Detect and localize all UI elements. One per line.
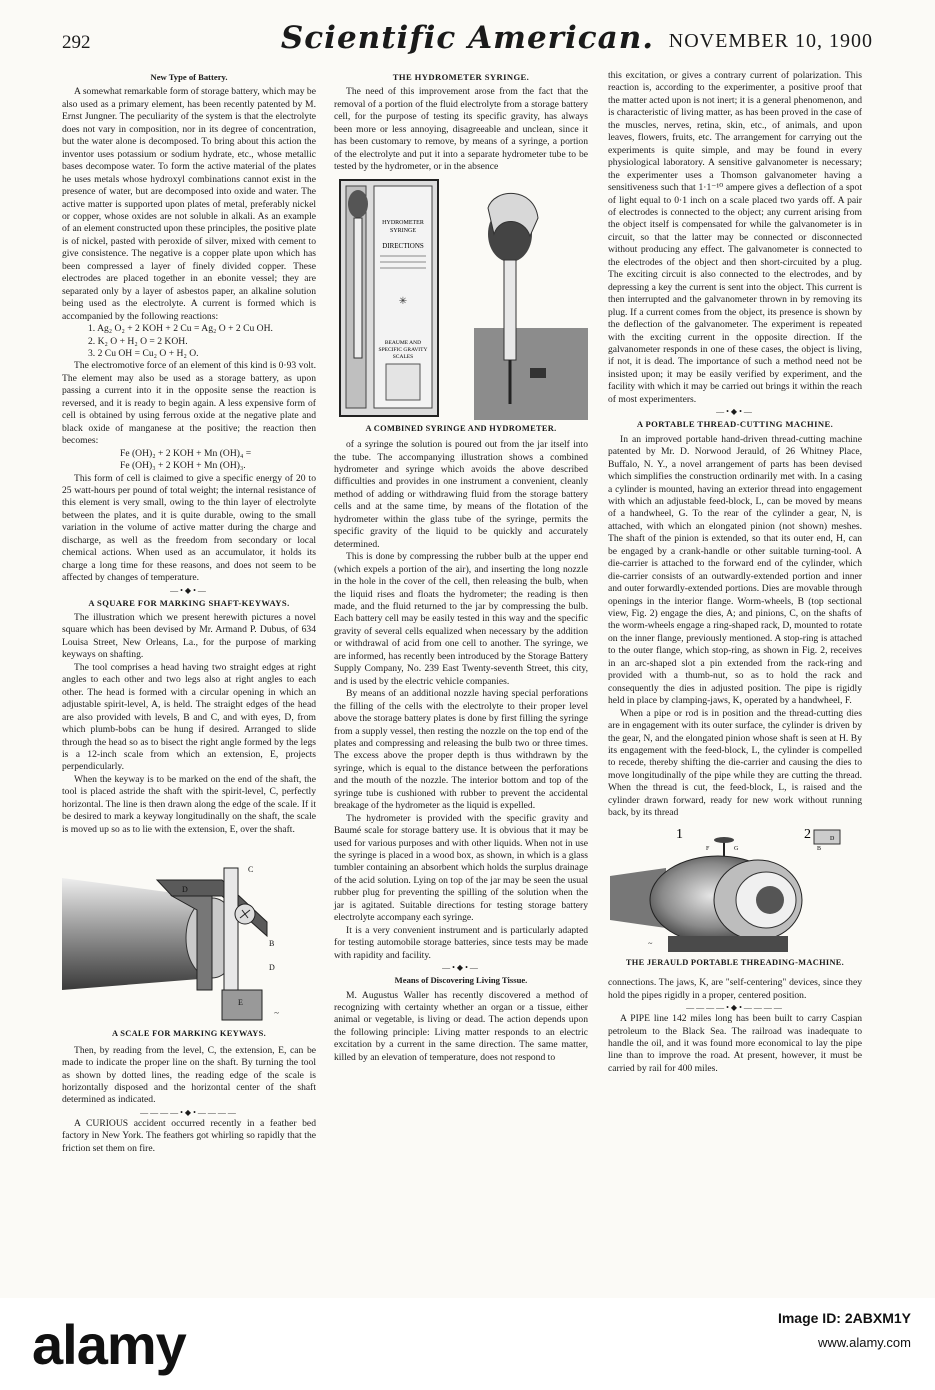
- masthead: Scientific American.: [280, 20, 655, 56]
- paragraph: When the keyway is to be marked on the end of the shaft, the tool is placed astride the shaft with the spirit-level, C, perfectly horizontal. The line is then drawn along the edge of the scale. If it be desired to mark a keyway longitudinally on the shaft, the scale is moved up so as to lie with the extension, E, over the shaft.: [62, 773, 316, 835]
- stock-info: [778, 1306, 911, 1355]
- box-label: SYRINGE: [389, 227, 417, 234]
- article-heading: A PORTABLE THREAD-CUTTING MACHINE.: [636, 419, 834, 430]
- paragraph: of a syringe the solution is poured out from the jar itself into the tube. The accompanying illustration shows a combined hydrometer and syringe which avoids the above described difficulties and provides in one instrument a convenient, cleanly method of adding or withdrawing fluid from the storage battery cells and at the same time, by means of the flotation of the hydrometer within the glass tube of the syringe, permits the specific gravity of the liquid to be quickly and accurately determined.: [334, 439, 588, 550]
- svg-text:~: ~: [648, 938, 653, 948]
- box-label: HYDROMETER: [382, 219, 424, 226]
- paragraph: When a pipe or rod is in position and the thread-cutting dies are in engagement with its outer surface, the cylinder is driven by the gear, N, and the elongated pinion whose shaft is seen at H. By its engagement with the feed-block, L, the cylinder is compelled to recede, thereby shifting the die-carrier and causing the dies to move longitudinally of the pipe while they are cutting the thread. When the thread is cut, the feed-block, L, is raised and the cylinder drawn forward, ready for new work without running back, by its thread: [608, 707, 862, 819]
- paragraph: Then, by reading from the level, C, the extension, E, can be made to indicate the proper line on the shaft. By turning the tool as shown by dotted lines, the reading edge of the scale is horizontally disposed and the horizontal center of the shaft determined as indicated.: [62, 1044, 316, 1106]
- section-ornament: ————•◆•————: [686, 1003, 784, 1013]
- paragraph: The need of this improvement arose from the fact that the removal of a portion of the fluid electrolyte from a storage battery cell, for the purpose of testing its specific gravity, has always been more or less annoying, disagreeable and unclean, since it has been customary to remove, by means of a syringe, a portion of the electrolyte and put it into a separate hydrometer tube to be tested by the hydrometer, or in the absence: [334, 86, 588, 173]
- paragraph: connections. The jaws, K, are "self-centering" devices, since they hold the pipes rigidly in a proper, centered position.: [608, 977, 862, 1001]
- reaction-line: 3. 2 Cu OH = Cu₂ O + H₂ O.: [88, 347, 199, 359]
- article-heading: New Type of Battery.: [150, 72, 228, 82]
- keyway-scale-illustration: [62, 840, 316, 1025]
- section-ornament: —•◆•—: [442, 963, 480, 973]
- paragraph: A PIPE line 142 miles long has been built to carry Caspian petroleum to the Black Sea. The railroad was inadequate to handle the oil, and it was found more economical to lay the pipe line than to improve the road. At present, however, it must be carried by rail for 400 miles.: [608, 1013, 862, 1074]
- svg-text:B: B: [269, 939, 275, 949]
- threading-machine-drawing: [608, 824, 862, 954]
- svg-text:D: D: [830, 835, 835, 842]
- paragraph: The hydrometer is provided with the specific gravity and Baumé scale for storage battery use. It is obvious that it may be used for various purposes and with other liquids. When not in use the syringe is placed in a wood box, as shown, in which is a glass tumbler containing an absorbent which holds the surplus drainage of the acid solution. Lying on top of the jar may be seen the usual rubber plug for preventing the spilling of the solution when the jar is agitated. Suitable directions for testing storage battery electrolyte accompany each syringe.: [334, 812, 588, 924]
- paragraph: The illustration which we present herewith pictures a novel square which has been devised by Mr. Armand P. Dubus, of 634 Louisa Street, New Orleans, La., for the purpose of marking keyways on shafting.: [62, 612, 316, 661]
- paragraph: A CURIOUS accident occurred recently in a feather bed factory in New York. The feathers got whirling so rapidly that the friction set them on fire.: [62, 1117, 316, 1154]
- column-1: [62, 70, 316, 1155]
- figure-caption: THE JERAULD PORTABLE THREADING-MACHINE.: [625, 957, 845, 967]
- box-label: SPECIFIC GRAVITY: [378, 346, 428, 353]
- figure-number: 2: [804, 826, 811, 842]
- stock-url: www.alamy.com: [818, 1335, 911, 1350]
- paragraph: this excitation, or gives a contrary current of polarization. This reaction is, according to the experimenter, a positive proof that the matter acted upon is not inert; it is a general phenomenon, and is characteristic of living matter, as has been proved in the case of the muscles, nerves, retina, skin, etc., of animals, and upon leaves, flowers, fruits, etc. The arrangement for carrying out the experiments is quite simple, and may be found in every physiological laboratory. A sensitive galvanometer is necessary; the experimenter uses a Thomson galvanometer having a sensitiveness such that 1·1⁻¹⁰ ampere gives a deflection of a spot of light equal to 0·1 inch on a scale placed two yards off. A pair of electrodes is connected to the object; any current arising from the object itself is compensated for while the galvanometer is in circuit, so that the latter may be connected or disconnected without producing any effect. The galvanometer is connected to the electrodes of the object and then short-circuited by a plug. The exciting circuit is also connected to the electrodes, and by depressing a key the current is sent into the object. This current is then interrupted and the galvanometer thrown in by removing its plug. If a current comes from the object, its presence is shown by the deflection of the galvanometer. The experiment is repeated with the exciting current in the opposite direction. If the galvanometer responds in one of these cases, the object is living, if not, it is dead. The importance of such a method need not be insisted upon; it may be easily verified by experiment, and the facility with which it may be carried out brings it within the reach of most experimenters.: [608, 70, 862, 405]
- reaction-line: 2. K₂ O + H₂ O = 2 KOH.: [88, 335, 188, 347]
- reaction-line: 1. Ag₂ O₂ + 2 KOH + 2 Cu = Ag₂ O + 2 Cu OH.: [88, 323, 273, 335]
- box-label: DIRECTIONS: [382, 241, 424, 250]
- stock-footer: [0, 1298, 935, 1390]
- syringe-hydrometer-drawing: [334, 178, 588, 420]
- svg-text:E: E: [238, 998, 243, 1008]
- page-number: 292: [62, 32, 91, 53]
- paragraph: This form of cell is claimed to give a specific energy of 20 to 25 watt-hours per pound of total weight; the internal resistance of this element is very small, owing to the thin layer of electrolyte between the plates, and it is quite durable, owing to the small variation in the volume of active matter during the charge and discharge, as well as the freedom from secondary or local chemical actions. When used as an accumulator, it holds its charge a long time for these reasons, and does not seem to be affected by changes of temperature.: [62, 472, 316, 584]
- svg-text:F: F: [706, 845, 710, 852]
- figure-caption: A SCALE FOR MARKING KEYWAYS.: [112, 1029, 266, 1039]
- paragraph: A somewhat remarkable form of storage battery, which may be also used as a primary element, has been recently patented by M. Ernst Jungner. The peculiarity of the system is that the electrolyte does not vary in composition, nor in its degree of concentration, but the water alone is decomposed. To bring about this action the inventor uses potassium or sodium hydrate, etc., whose metallic bases decompose water. To form the active material of the plates he uses metals whose hydroxyl combinations cannot exist in the presence of water, but are decomposed into oxide and water. The active matter is supported upon plates of metal, preferably nickel or copper, whose oxides are not soluble in alkali. As an example of an element constructed upon these principles, the positive plate is of nickel, pasted with peroxide of silver, mixed with cement to give consistence. The negative is a copper plate upon which has been compressed a layer of finely divided copper. These electrodes are placed together in an ebonite vessel; they are separated only by a layer of asbestos paper, an alkaline solution being used as the electrolyte. A current is formed which is accompanied by the following reactions:: [62, 86, 316, 322]
- paragraph: The electromotive force of an element of this kind is 0·93 volt. The element may also be used as a storage battery, as upon passing a current into it in the opposite sense the reaction is reversed, and it is ready to begin again. A less expensive form of cell is obtained by using ferrous oxide at the negative plate and black oxide of manganese at the positive; the reaction then becomes:: [62, 360, 316, 447]
- box-label: SCALES: [392, 353, 414, 360]
- svg-text:D: D: [269, 963, 275, 973]
- syringe-illustration: [334, 178, 588, 420]
- svg-text:G: G: [734, 845, 739, 852]
- formula-line: Fe (OH)₂ + 2 KOH + Mn (OH)₄ =: [120, 447, 252, 459]
- paragraph: This is done by compressing the rubber bulb at the upper end (which expels a portion of the air), and inserting the long nozzle in the hole in the cover of the cell, then releasing the bulb, when the liquid rises and floats the hydrometer; the reading is then made, and the fluid returned to the jar by compressing the bulb. Each battery cell may be easily tested in this way and the specific gravity of several cells equalized when necessary by the addition or withdrawal of acid from one cell to another. The syringe, we are informed, has recently been introduced by the Storage Battery Supply Company, No. 239 East Twenty-seventh Street, this city, and is used by the electric vehicle companies.: [334, 551, 588, 687]
- section-ornament: —•◆•—: [716, 407, 754, 417]
- box-label: BEAUME AND: [384, 339, 422, 346]
- page-header: [62, 18, 873, 62]
- stock-brand: alamy: [32, 1313, 186, 1376]
- issue-date: NOVEMBER 10, 1900: [668, 30, 873, 52]
- article-heading: THE HYDROMETER SYRINGE.: [392, 72, 530, 82]
- figure-caption: A COMBINED SYRINGE AND HYDROMETER.: [365, 423, 557, 433]
- svg-text:B: B: [817, 845, 822, 852]
- section-ornament: —•◆•—: [170, 585, 208, 595]
- svg-text:✳: ✳: [398, 295, 408, 307]
- paragraph: It is a very convenient instrument and is particularly adapted for testing automobile storage batteries, since tests may be made with rapidity and facility.: [334, 924, 588, 961]
- article-heading: Means of Discovering Living Tissue.: [394, 975, 528, 986]
- figure-number: 1: [676, 826, 683, 842]
- paragraph: By means of an additional nozzle having special perforations the filling of the cells with the electrolyte to their proper level above the storage battery plates is done by first filling the syringe from a supply vessel, then resting the nozzle on the top end of the plates and compressing and releasing the bulb two or three times. The excess above the proper depth is thus withdrawn by the syringe, which is equal to the distance between the perforations and the mouth of the nozzle. The interior bottom and top of the syringe tube is cushioned with rubber to prevent the accidental breakage of the hydrometer as the liquid is expelled.: [334, 688, 588, 812]
- image-id: Image ID: 2ABXM1Y: [777, 1310, 911, 1326]
- column-3: [608, 70, 862, 1075]
- keyway-scale-drawing: [62, 840, 316, 1025]
- column-2: [334, 70, 588, 1064]
- svg-text:C: C: [248, 865, 254, 875]
- threading-machine-illustration: [608, 824, 862, 954]
- section-ornament: ————•◆•————: [140, 1107, 238, 1117]
- paragraph: The tool comprises a head having two straight edges at right angles to each other and two legs also at right angles to each other. The head is formed with a circular opening in which an adjustable spirit-level, A, is held. The straight edges of the head are also provided with levels, B and C, and with eyes, D, from which plumb-bobs can be hung if desired. Arranged to slide through the head so as to bisect the right angle formed by the legs is a 12-inch scale from which an extension, E, projects perpendicularly.: [62, 661, 316, 773]
- formula-line: Fe (OH)₃ + 2 KOH + Mn (OH)₃.: [120, 460, 246, 472]
- svg-text:D: D: [182, 885, 188, 895]
- svg-text:~: ~: [274, 1008, 279, 1019]
- paragraph: M. Augustus Waller has recently discovered a method of recognizing with certainty whether an organ or a tissue, either animal or vegetable, is living or dead. The action depends upon the following principle: Living matter responds to an electric excitation by a current in the same direction. The same matter, killed by an elevation of temperature, does not respond to: [334, 989, 588, 1063]
- article-heading: A SQUARE FOR MARKING SHAFT-KEYWAYS.: [88, 597, 290, 608]
- paragraph: In an improved portable hand-driven thread-cutting machine patented by Mr. D. Norwood Jerauld, of 26 Whitney Place, Buffalo, N. Y., a novel arrangement of parts has been devised which simplifies the construction ordinarily met with. In a casing a cylinder is mounted, having an exterior thread into engagement with which an adjustable feed-block, L, can be moved by means of a handwheel, G. To the rear of the cylinder a gear, N, is attached, with which an elongated pinion (not shown) meshes. The shaft of the pinion is extended, so that its outer end, H, can be engaged by a crank-handle or other suitable turning-tool. A die-carrier is attached to the forward end of the cylinder, which die-carrier consists of an outwardly-extended portion and inner and outer forwardly-extended portions. Dies are movable through openings in the interior flange. Worm-wheels, B (top sectional view, Fig. 2) engage the dies, A; and pinions, C, on the shafts of the worm-wheels engage a ring-shaped rack, D, mounted to rotate on the inner flange, previously mentioned. A stop-ring is attached to the outer flange, which stop-ring, as shown in Fig. 2, receives in an arc-shaped slot a pin extended from the rack-ring and provided with a thumb-nut, so as to hold the rack and consequently the dies in adjusted position. The pipe is rigidly held in place by clamping-jaws, K, operated by a handwheel, F.: [608, 433, 862, 707]
